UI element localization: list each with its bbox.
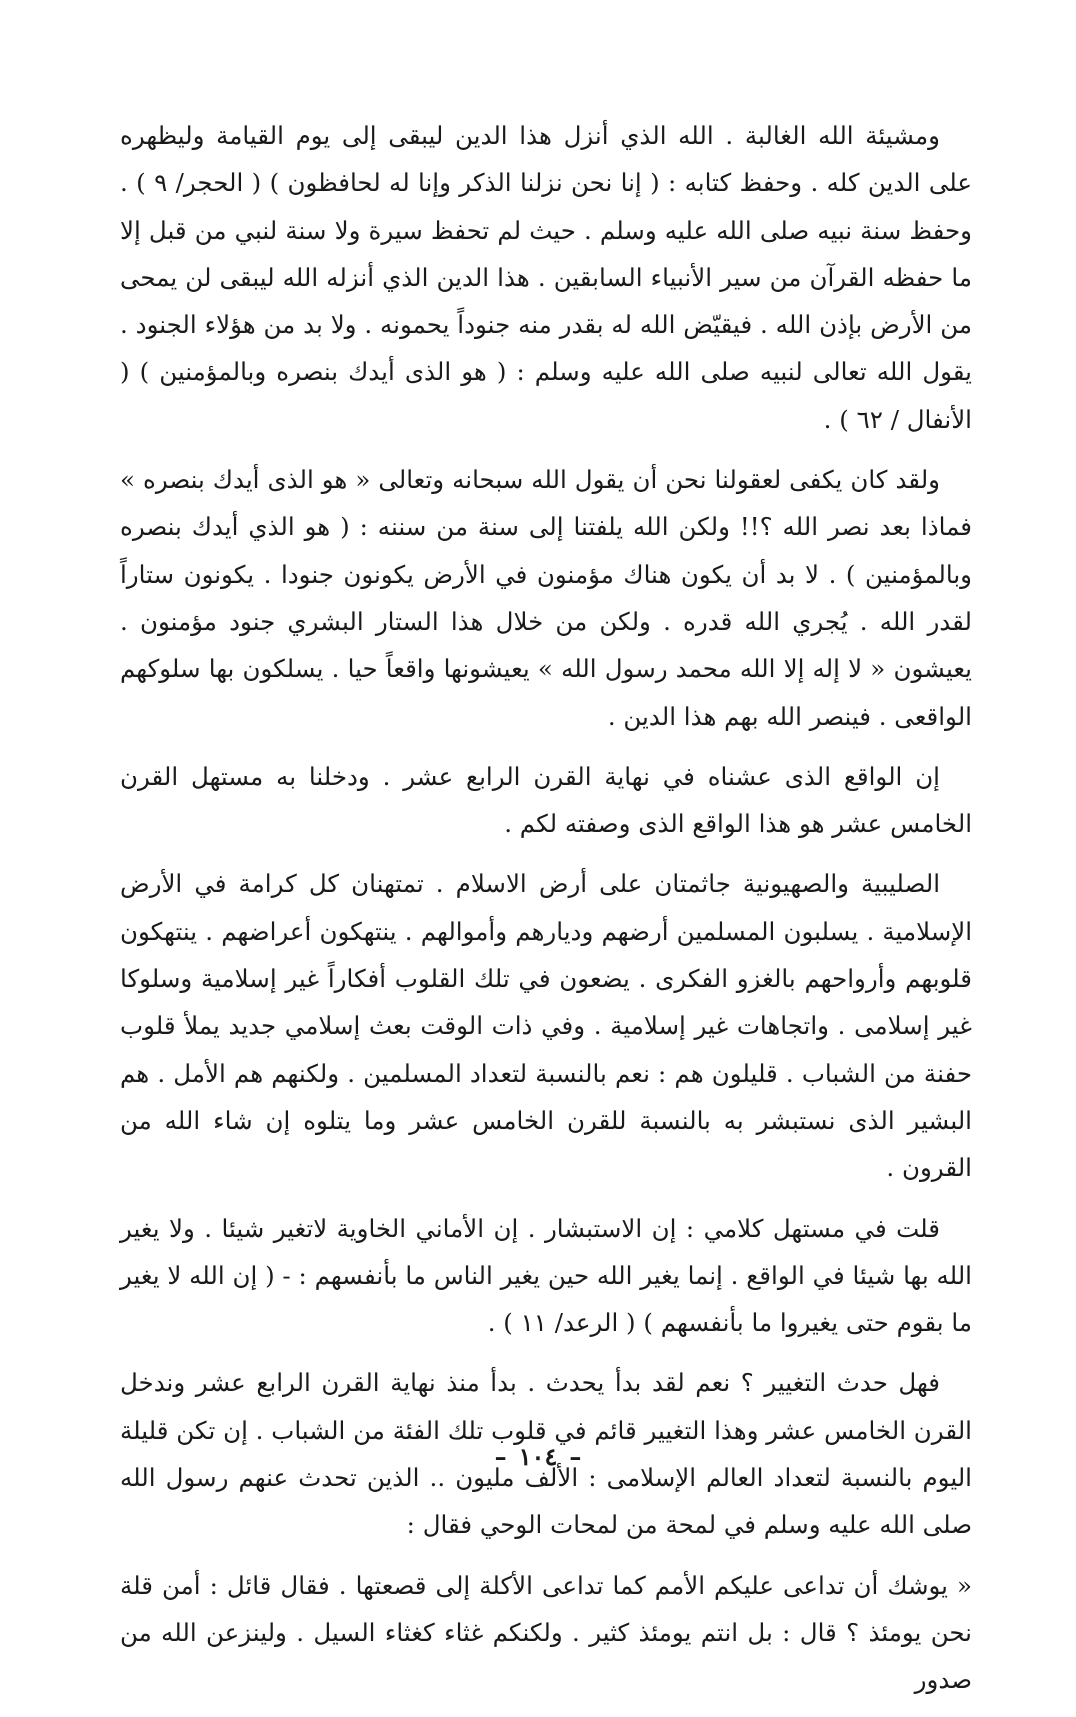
- body-text: [120, 112, 972, 1717]
- page-number-footer: [0, 1442, 1076, 1471]
- paragraph-2: ولقد كان يكفى لعقولنا نحن أن يقول الله سبحانه وتعالى « هو الذى أيدك بنصره » فماذا بعد نصر الله ؟!! ولكن الله يلفتنا إلى سنة من سننه : ( هو الذي أيدك بنصره وبالمؤمنين ) . لا بد أن يكون هناك مؤمنون في الأرض يكونون جنودا . يكونون ستاراً لقدر الله . يُجري الله قدره . ولكن من خلال هذا الستار البشري جنود مؤمنون . يعيشون « لا إله إلا الله محمد رسول الله » يعيشونها واقعاً حيا . يسلكون بها سلوكهم الواقعى . فينصر الله بهم هذا الدين .: [120, 465, 972, 731]
- page-number: ١٠٤: [518, 1442, 558, 1471]
- dash-right: –: [494, 1442, 507, 1471]
- paragraph-7: « يوشك أن تداعى عليكم الأمم كما تداعى الأكلة إلى قصعتها . فقال قائل : أمن قلة نحن يومئذ ؟ قال : بل انتم يومئذ كثير . ولكنكم غثاء كغثاء السيل . ولينزعن الله من صدور: [120, 1570, 972, 1695]
- dash-left: –: [569, 1442, 582, 1471]
- paragraph-5: قلت في مستهل كلامي : إن الاستبشار . إن الأماني الخاوية لاتغير شيئا . ولا يغير الله بها شيئا في الواقع . إنما يغير الله حين يغير الناس ما بأنفسهم : - ( إن الله لا يغير ما بقوم حتى يغيروا ما بأنفسهم ) ( الرعد/ ١١ ) .: [120, 1213, 972, 1338]
- paragraph-1: ومشيئة الله الغالبة . الله الذي أنزل هذا الدين ليبقى إلى يوم القيامة وليظهره على الدين كله . وحفظ كتابه : ( إنا نحن نزلنا الذكر وإنا له لحافظون ) ( الحجر/ ٩ ) . وحفظ سنة نبيه صلى الله عليه وسلم . حيث لم تحفظ سيرة ولا سنة لنبي من قبل إلا ما حفظه القرآن من سير الأنبياء السابقين . هذا الدين الذي أنزله الله ليبقى لن يمحى من الأرض بإذن الله . فيقيّض الله له بقدر منه جنوداً يحمونه . ولا بد من هؤلاء الجنود . يقول الله تعالى لنبيه صلى الله عليه وسلم : ( هو الذى أيدك بنصره وبالمؤمنين ) ( الأنفال / ٦٢ ) .: [120, 121, 972, 434]
- paragraph-4: الصليبية والصهيونية جاثمتان على أرض الاسلام . تمتهنان كل كرامة في الأرض الإسلامية . يسلبون المسلمين أرضهم وديارهم وأموالهم . ينتهكون أعراضهم . ينتهكون قلوبهم وأرواحهم بالغزو الفكرى . يضعون في تلك القلوب أفكاراً غير إسلامية وسلوكا غير إسلامى . واتجاهات غير إسلامية . وفي ذات الوقت بعث إسلامي جديد يملأ قلوب حفنة من الشباب . قليلون هم : نعم بالنسبة لتعداد المسلمين . ولكنهم هم الأمل . هم البشير الذى نستبشر به بالنسبة للقرن الخامس عشر وما يتلوه إن شاء الله من القرون .: [120, 869, 972, 1183]
- paragraph-6: فهل حدث التغيير ؟ نعم لقد بدأ يحدث . بدأ منذ نهاية القرن الرابع عشر وندخل القرن الخامس عشر وهذا التغيير قائم في قلوب تلك الفئة من الشباب . إن تكن قليلة اليوم بالنسبة لتعداد العالم الإسلامى : الألف مليون .. الذين تحدث عنهم رسول الله صلى الله عليه وسلم في لمحة من لمحات الوحي فقال :: [120, 1368, 972, 1540]
- paragraph-3: إن الواقع الذى عشناه في نهاية القرن الرابع عشر . ودخلنا به مستهل القرن الخامس عشر هو هذا الواقع الذى وصفته لكم .: [120, 761, 972, 839]
